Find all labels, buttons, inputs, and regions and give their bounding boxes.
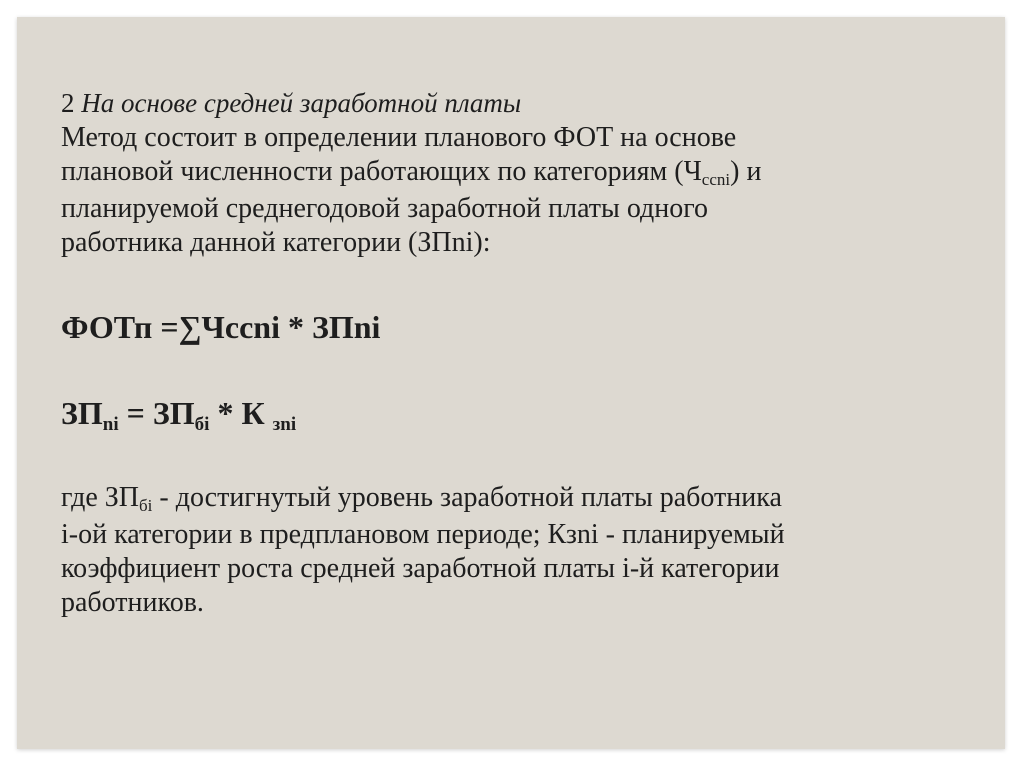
heading-number: 2 (61, 88, 75, 118)
formula-zp-a-subscript: ni (102, 414, 119, 435)
where-line-3: коэффициент роста средней заработной платы i-й категории (61, 553, 780, 584)
description-line-4: работника данной категории (ЗПni): (61, 227, 491, 258)
formula-zp-a: ЗП (61, 395, 103, 431)
formula-fot: ФОТп =∑Чccni * ЗПni (61, 309, 381, 345)
formula-zp-end: * К (209, 395, 265, 431)
where-explanation (61, 481, 961, 620)
where-line-2: i-ой категории в предплановом периоде; Кзni - планируемый (61, 519, 785, 550)
slide-content (61, 85, 961, 618)
where-prefix: где ЗП (61, 482, 140, 513)
formula-zp-b-subscript: бi (194, 414, 210, 435)
where-line-1-rest: - достигнутый уровень заработной платы работника (152, 482, 782, 513)
where-subscript: бi (139, 496, 153, 515)
formula-zp-mid: = ЗП (118, 395, 195, 431)
where-line-4: работников. (61, 587, 204, 618)
description-line-3: планируемой среднегодовой заработной платы одного (61, 193, 709, 224)
formula-zp-k-subscript: зni (272, 414, 297, 435)
description-line-1: Метод состоит в определении планового ФОТ на основе (61, 122, 737, 153)
description-line-2-subscript: ccni (701, 170, 731, 189)
slide-heading (61, 85, 961, 121)
formula-zp (61, 395, 297, 435)
description-line-2-prefix: плановой численности работающих по категориям (Ч (61, 156, 702, 187)
description-line-2-suffix: ) и (730, 156, 762, 187)
slide (17, 17, 1005, 749)
method-description (61, 121, 961, 260)
heading-text: На основе средней заработной платы (81, 88, 522, 118)
